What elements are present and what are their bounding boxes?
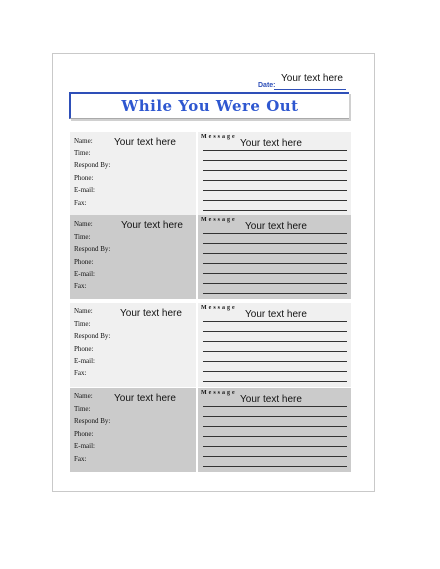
message-rule — [203, 243, 347, 244]
date-field[interactable]: Your text here — [281, 73, 343, 84]
message-rule — [203, 190, 347, 191]
email-label: E-mail: — [74, 357, 95, 365]
message-panel — [198, 303, 351, 387]
message-rule — [203, 381, 347, 382]
phone-label: Phone: — [74, 258, 94, 266]
time-label: Time: — [74, 149, 91, 157]
message-rule — [203, 200, 347, 201]
message-rule — [203, 426, 347, 427]
respond-by-label: Respond By: — [74, 245, 111, 253]
message-rule — [203, 466, 347, 467]
fax-label: Fax: — [74, 455, 87, 463]
message-label: Message — [201, 134, 237, 140]
message-field[interactable]: Your text here — [245, 221, 307, 232]
date-underline — [274, 89, 346, 90]
name-field[interactable]: Your text here — [120, 308, 182, 319]
time-label: Time: — [74, 233, 91, 241]
respond-by-label: Respond By: — [74, 417, 111, 425]
message-entry — [70, 303, 351, 387]
phone-label: Phone: — [74, 345, 94, 353]
message-panel — [198, 215, 351, 299]
message-rule — [203, 361, 347, 362]
message-rule — [203, 331, 347, 332]
message-rule — [203, 351, 347, 352]
fax-label: Fax: — [74, 199, 87, 207]
fax-label: Fax: — [74, 282, 87, 290]
message-panel — [198, 388, 351, 472]
message-field[interactable]: Your text here — [240, 138, 302, 149]
time-label: Time: — [74, 320, 91, 328]
message-rule — [203, 293, 347, 294]
name-label: Name: — [74, 392, 93, 400]
phone-label: Phone: — [74, 174, 94, 182]
message-rule — [203, 263, 347, 264]
message-rule — [203, 283, 347, 284]
message-rule — [203, 321, 347, 322]
message-rule — [203, 253, 347, 254]
title-banner — [69, 92, 349, 119]
message-rule — [203, 180, 347, 181]
name-label: Name: — [74, 307, 93, 315]
message-panel — [198, 132, 351, 216]
caller-info-panel — [70, 215, 196, 299]
message-field[interactable]: Your text here — [245, 309, 307, 320]
message-label: Message — [201, 390, 237, 396]
message-rule — [203, 273, 347, 274]
email-label: E-mail: — [74, 186, 95, 194]
caller-info-panel — [70, 388, 196, 472]
message-rule — [203, 150, 347, 151]
message-rule — [203, 160, 347, 161]
message-entry — [70, 215, 351, 299]
fax-label: Fax: — [74, 369, 87, 377]
message-rule — [203, 416, 347, 417]
message-rule — [203, 446, 347, 447]
name-label: Name: — [74, 220, 93, 228]
respond-by-label: Respond By: — [74, 332, 111, 340]
name-field[interactable]: Your text here — [114, 393, 176, 404]
caller-info-panel — [70, 132, 196, 216]
time-label: Time: — [74, 405, 91, 413]
message-entry — [70, 132, 351, 216]
message-rule — [203, 456, 347, 457]
page-title: While You Were Out — [121, 97, 299, 115]
message-rule — [203, 406, 347, 407]
phone-label: Phone: — [74, 430, 94, 438]
name-label: Name: — [74, 137, 93, 145]
message-field[interactable]: Your text here — [240, 394, 302, 405]
message-label: Message — [201, 305, 237, 311]
email-label: E-mail: — [74, 270, 95, 278]
caller-info-panel — [70, 303, 196, 387]
message-label: Message — [201, 217, 237, 223]
message-rule — [203, 210, 347, 211]
message-rule — [203, 436, 347, 437]
message-rule — [203, 233, 347, 234]
email-label: E-mail: — [74, 442, 95, 450]
name-field[interactable]: Your text here — [121, 220, 183, 231]
message-entry — [70, 388, 351, 472]
message-rule — [203, 341, 347, 342]
message-rule — [203, 371, 347, 372]
message-rule — [203, 170, 347, 171]
name-field[interactable]: Your text here — [114, 137, 176, 148]
date-label: Date: — [258, 82, 276, 89]
respond-by-label: Respond By: — [74, 161, 111, 169]
